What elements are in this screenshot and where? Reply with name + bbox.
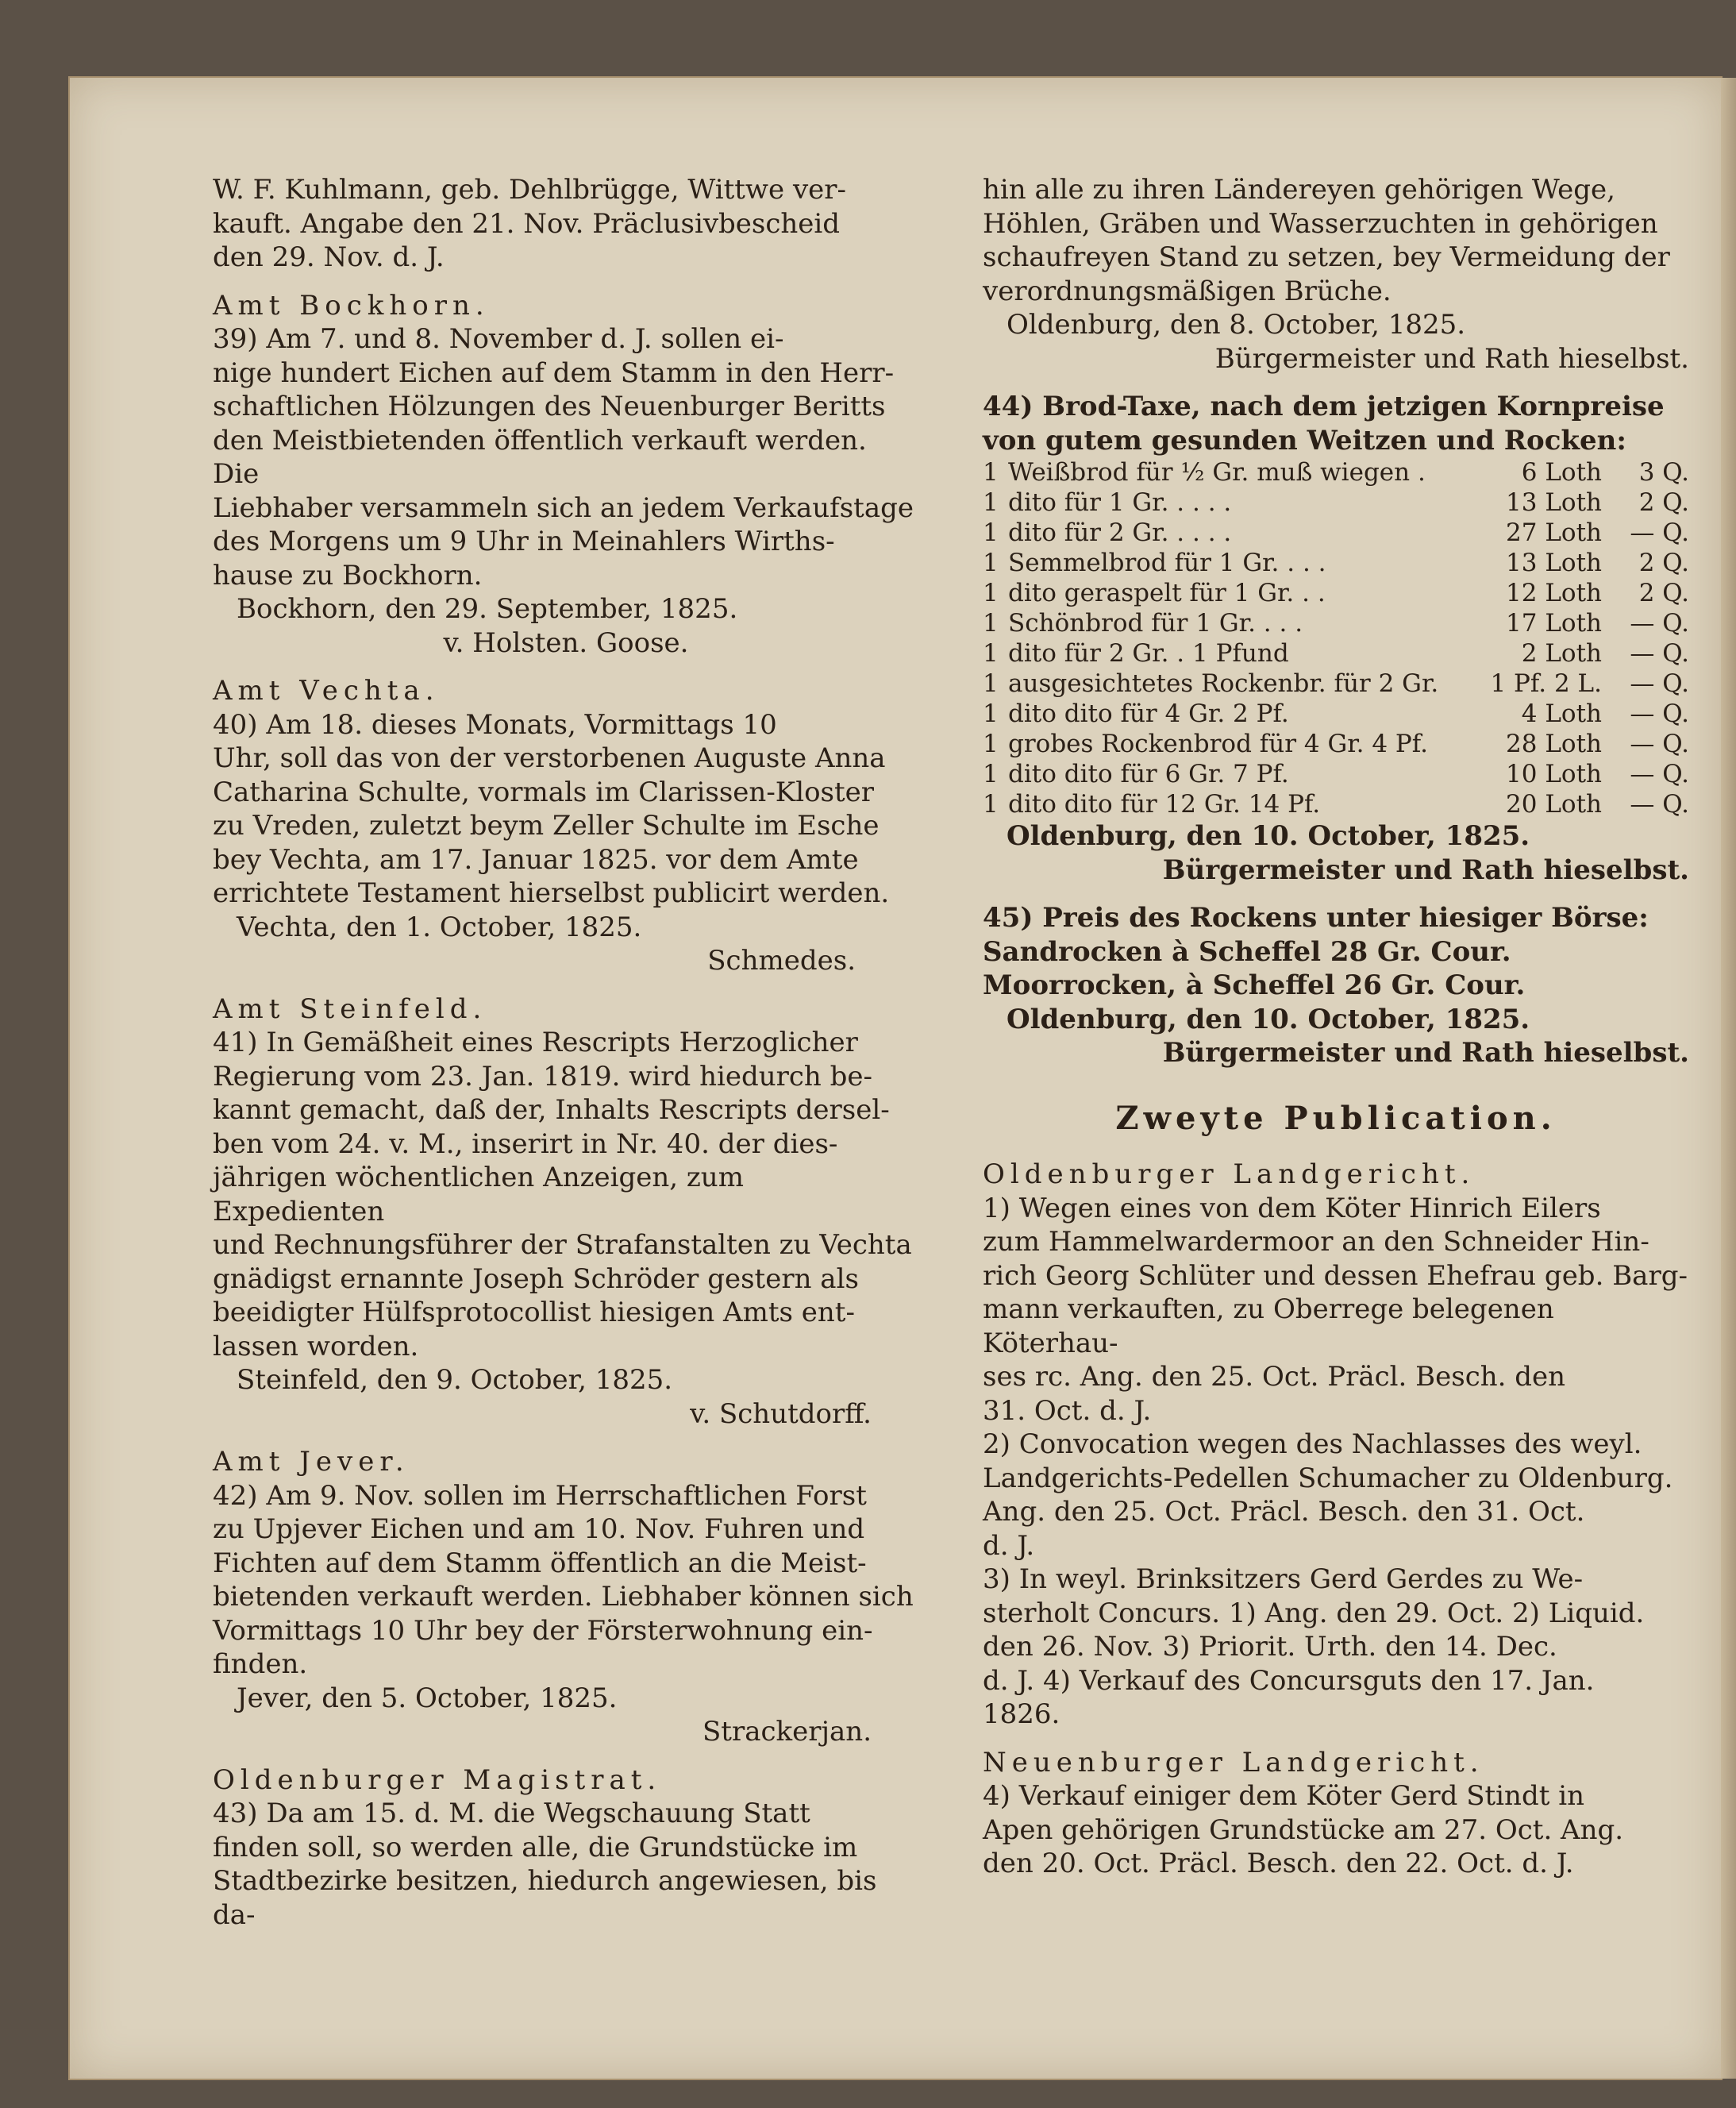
section-heading: Amt Vechta. [213,675,440,707]
table-cell: 20 Loth [1506,790,1602,819]
table-cell: dito geraspelt für 1 Gr. . . [1008,579,1326,607]
section-heading: Amt Steinfeld. [213,992,487,1025]
table-cell: 1 [983,790,999,819]
text-line: Uhr, soll das von der verstorbenen Auguste Anna [213,742,886,774]
table-row [983,729,1689,759]
table-cell: — Q. [1630,730,1689,758]
text-line: schaufreyen Stand zu setzen, bey Vermeidung der [983,241,1670,273]
text-line: Apen gehörigen Grundstücke am 27. Oct. Ang. [983,1813,1624,1846]
text-line: Vormittags 10 Uhr bey der Försterwohnung ein- [213,1614,873,1647]
table-cell: 6 Loth [1521,458,1602,487]
text-line: 1) Wegen eines von dem Köter Hinrich Eilers [983,1192,1601,1224]
text-line: kauft. Angabe den 21. Nov. Präclusivbescheid [213,207,841,240]
text-line: den 26. Nov. 3) Priorit. Urth. den 14. Dec. [983,1631,1557,1663]
section-heading: Oldenburger Magistrat. [213,1763,662,1796]
table-cell: 2 Q. [1638,549,1689,577]
table-cell: 2 Loth [1521,639,1602,668]
text-line: von gutem gesunden Weitzen und Rocken: [983,424,1626,457]
text-line: Regierung vom 23. Jan. 1819. wird hiedurch be- [213,1060,872,1093]
text-line: und Rechnungsführer der Strafanstalten zu Vechta [213,1229,912,1261]
table-row [983,487,1689,518]
table-cell: 1 [983,639,999,668]
table-cell: 1 [983,760,999,788]
text-line: finden soll, so werden alle, die Grundstücke im [213,1831,858,1863]
text-line: 43) Da am 15. d. M. die Wegschauung Statt [213,1798,810,1829]
section-heading: Amt Bockhorn. [213,289,490,322]
text-line: d. J. 4) Verkauf des Concursguts den 17. Jan. [983,1664,1595,1697]
document-page [68,76,1723,2080]
signature: Bürgermeister und Rath hieselbst. [1162,1037,1689,1069]
text-line: schaftlichen Hölzungen des Neuenburger Beritts [213,391,886,422]
left-column [213,173,919,1932]
table-cell: 1 [983,518,999,547]
table-cell: — Q. [1630,518,1689,547]
table-row [983,548,1689,578]
text-line: 4) Verkauf einiger dem Köter Gerd Stindt in [983,1780,1584,1812]
table-cell: dito für 2 Gr. . . . . [1008,518,1232,547]
table-row [983,608,1689,638]
table-cell: ausgesichtetes Rockenbr. für 2 Gr. [1008,669,1439,698]
text-line: d. J. [983,1529,1035,1562]
table-cell: dito dito für 12 Gr. 14 Pf. [1008,790,1321,819]
signature: Schmedes. [707,945,856,977]
table-cell: 12 Loth [1506,579,1602,607]
dateline: Oldenburg, den 8. October, 1825. [1007,309,1466,341]
text-line: ses rc. Ang. den 25. Oct. Präcl. Besch. den [983,1361,1566,1393]
text-line: verordnungsmäßigen Brüche. [983,275,1391,307]
text-line: den 20. Oct. Präcl. Besch. den 22. Oct. d. J. [983,1848,1574,1879]
table-cell: 1 [983,579,999,607]
table-cell: 1 [983,730,999,758]
text-line: rich Georg Schlüter und dessen Ehefrau geb. Barg- [983,1259,1688,1292]
text-line: errichtete Testament hierselbst publicirt werden. [213,877,890,909]
text-line: 42) Am 9. Nov. sollen im Herrschaftlichen Forst [213,1479,867,1512]
table-row [983,789,1689,819]
signature: v. Holsten. Goose. [443,626,689,659]
table-cell: 1 [983,609,999,638]
table-row [983,699,1689,729]
text-line: Moorrocken, à Scheffel 26 Gr. Cour. [983,969,1526,1001]
table-cell: 1 [983,699,999,728]
section-heading: Amt Jever. [213,1446,410,1478]
text-line: 39) Am 7. und 8. November d. J. sollen ei- [213,323,784,355]
text-line: bietenden verkauft werden. Liebhaber können sich [213,1581,914,1613]
table-cell: 3 Q. [1638,458,1689,487]
text-line: zu Upjever Eichen und am 10. Nov. Fuhren und [213,1513,865,1545]
dateline: Bockhorn, den 29. September, 1825. [237,593,738,625]
table-cell: 2 Q. [1638,579,1689,607]
table-row [983,759,1689,789]
text-line: Liebhaber versammeln sich an jedem Verkaufstage [213,491,914,524]
text-line: des Morgens um 9 Uhr in Meinahlers Wirths- [213,526,835,557]
text-line: zum Hammelwardermoor an den Schneider Hin- [983,1226,1649,1258]
text-line: 41) In Gemäßheit eines Rescripts Herzoglicher [213,1027,858,1058]
table-cell: dito dito für 6 Gr. 7 Pf. [1008,760,1289,788]
section-heading: Oldenburger Landgericht. [983,1158,1476,1190]
text-line: Sandrocken à Scheffel 28 Gr. Cour. [983,935,1511,968]
right-column [983,173,1689,1881]
table-cell: 2 Q. [1638,488,1689,517]
table-row [983,518,1689,548]
text-line: zu Vreden, zuletzt beym Zeller Schulte im Esche [213,810,880,842]
text-line: 1826. [983,1698,1060,1730]
dateline: Jever, den 5. October, 1825. [237,1682,618,1714]
text-line: bey Vechta, am 17. Januar 1825. vor dem Amte [213,843,859,876]
text-line: Höhlen, Gräben und Wasserzuchten in gehörigen [983,207,1658,240]
text-line: Landgerichts-Pedellen Schumacher zu Oldenburg. [983,1462,1673,1494]
text-line: W. F. Kuhlmann, geb. Dehlbrügge, Wittwe ver- [213,174,847,206]
table-cell: Schönbrod für 1 Gr. . . . [1008,609,1303,638]
signature: v. Schutdorff. [690,1397,872,1430]
table-row [983,578,1689,608]
table-cell: 1 [983,458,999,487]
text-line: lassen worden. [213,1330,419,1362]
table-row [983,669,1689,699]
text-line: gnädigst ernannte Joseph Schröder gestern als [213,1262,859,1295]
text-line: Catharina Schulte, vormals im Clarissen-Kloster [213,776,875,808]
text-line: mann verkauften, zu Oberrege belegenen Köterhau- [983,1293,1554,1359]
table-cell: 17 Loth [1506,609,1602,638]
text-line: Stadtbezirke besitzen, hiedurch angewiesen, bis da- [213,1865,877,1931]
signature: Bürgermeister und Rath hieselbst. [1214,342,1689,375]
text-line: 44) Brod-Taxe, nach dem jetzigen Kornpreise [983,391,1665,422]
text-line: sterholt Concurs. 1) Ang. den 29. Oct. 2) Liquid. [983,1597,1645,1629]
table-cell: 27 Loth [1506,518,1602,547]
text-line: hin alle zu ihren Ländereyen gehörigen Wege, [983,174,1615,206]
table-row [983,457,1689,487]
text-line: hause zu Bockhorn. [213,559,483,592]
signature: Strackerjan. [702,1716,872,1748]
dateline: Oldenburg, den 10. October, 1825. [1007,1003,1530,1035]
table-cell: dito dito für 4 Gr. 2 Pf. [1008,699,1289,728]
table-cell: 13 Loth [1506,488,1602,517]
table-cell: 13 Loth [1506,549,1602,577]
dateline: Oldenburg, den 10. October, 1825. [1007,820,1530,852]
signature: Bürgermeister und Rath hieselbst. [1162,854,1689,886]
dateline: Steinfeld, den 9. October, 1825. [237,1364,673,1396]
table-cell: — Q. [1630,760,1689,788]
table-cell: — Q. [1630,790,1689,819]
text-line: jährigen wöchentlichen Anzeigen, zum Expedienten [213,1162,744,1227]
text-line: beeidigter Hülfsprotocollist hiesigen Amts ent- [213,1297,855,1328]
table-cell: grobes Rockenbrod für 4 Gr. 4 Pf. [1008,730,1428,758]
table-cell: — Q. [1630,699,1689,728]
text-line: nige hundert Eichen auf dem Stamm in den Herr- [213,356,895,389]
table-cell: — Q. [1630,609,1689,638]
text-line: kannt gemacht, daß der, Inhalts Rescripts dersel- [213,1094,890,1126]
text-line: 3) In weyl. Brinksitzers Gerd Gerdes zu We- [983,1563,1584,1595]
text-line: den Meistbietenden öffentlich verkauft werden. Die [213,424,867,490]
dateline: Vechta, den 1. October, 1825. [237,911,642,943]
table-cell: Weißbrod für ½ Gr. muß wiegen . [1008,458,1426,487]
table-cell: 1 Pf. 2 L. [1490,669,1602,698]
table-cell: 4 Loth [1521,699,1602,728]
text-line: finden. [213,1648,308,1680]
section-title: Zweyte Publication. [1115,1099,1557,1137]
table-row [983,638,1689,669]
table-cell: — Q. [1630,669,1689,698]
text-line: Ang. den 25. Oct. Präcl. Besch. den 31. Oct. [983,1496,1585,1528]
text-line: ben vom 24. v. M., inserirt in Nr. 40. der dies- [213,1127,838,1160]
table-cell: — Q. [1630,639,1689,668]
table-cell: dito für 2 Gr. . 1 Pfund [1008,639,1289,668]
table-cell: 1 [983,488,999,517]
text-line: den 29. Nov. d. J. [213,241,445,273]
table-cell: 1 [983,549,999,577]
table-cell: Semmelbrod für 1 Gr. . . . [1008,549,1326,577]
table-cell: 28 Loth [1506,730,1602,758]
table-cell: 10 Loth [1506,760,1602,788]
text-line: 45) Preis des Rockens unter hiesiger Börse: [983,902,1649,934]
table-cell: dito für 1 Gr. . . . . [1008,488,1232,517]
text-line: 2) Convocation wegen des Nachlasses des weyl. [983,1428,1642,1460]
text-line: 31. Oct. d. J. [983,1394,1152,1427]
section-heading: Neuenburger Landgericht. [983,1746,1484,1779]
text-line: 40) Am 18. dieses Monats, Vormittags 10 [213,708,777,741]
text-line: Fichten auf dem Stamm öffentlich an die Meist- [213,1547,867,1579]
table-cell: 1 [983,669,999,698]
bread-price-table [983,457,1689,819]
